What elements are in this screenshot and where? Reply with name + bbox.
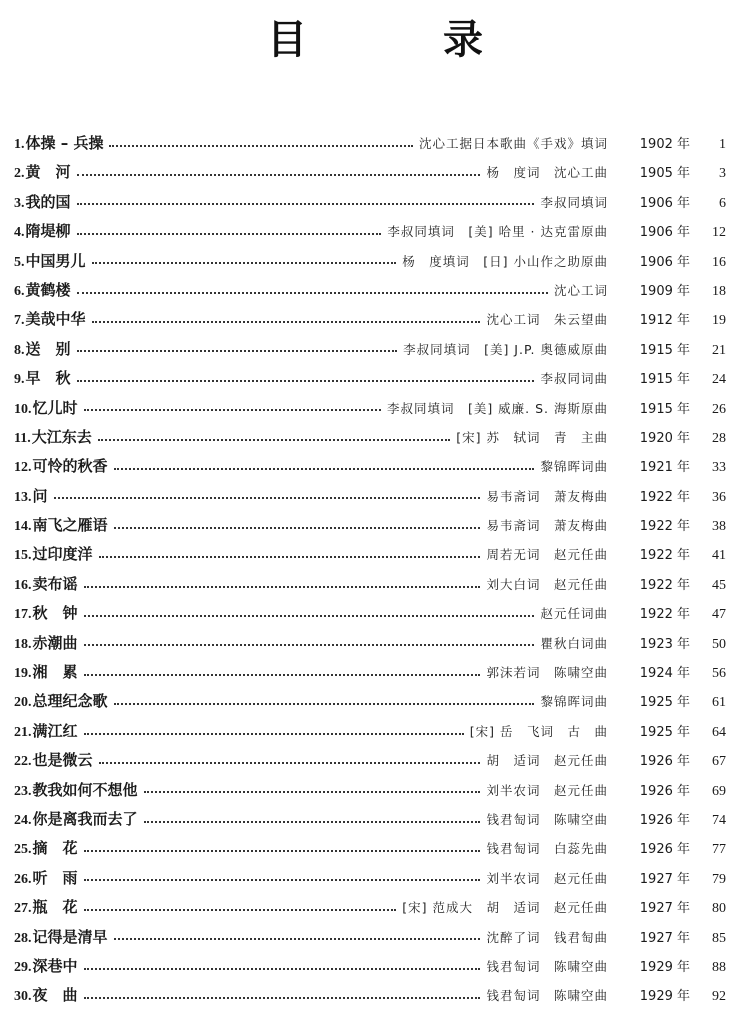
entry-title: 黄 河	[25, 163, 71, 182]
entry-credits: 杨 度词 沈心工曲	[486, 165, 608, 181]
leader-dots	[77, 350, 398, 352]
entry-year: 1922 年	[639, 519, 690, 535]
entry-page-number: 1	[719, 137, 726, 152]
toc-entry[interactable]	[14, 158, 726, 187]
leader-dots	[77, 380, 535, 382]
entry-page-number: 50	[712, 636, 726, 652]
entry-number: 16.	[14, 577, 32, 593]
entry-number: 6.	[14, 283, 25, 299]
toc-entry[interactable]	[14, 687, 726, 716]
toc-entry[interactable]	[14, 188, 726, 217]
entry-year: 1920 年	[639, 430, 690, 446]
leader-dots	[109, 145, 413, 147]
entry-year: 1922 年	[639, 489, 690, 505]
entry-page-number: 77	[712, 842, 726, 858]
leader-dots	[84, 968, 481, 970]
entry-year: 1926 年	[639, 754, 690, 770]
entry-title: 大江东去	[31, 427, 92, 446]
entry-page-number: 6	[719, 195, 726, 211]
entry-year: 1925 年	[639, 695, 690, 711]
toc-entry[interactable]	[14, 834, 726, 863]
entry-year: 1906 年	[639, 254, 690, 270]
entry-year: 1912 年	[639, 313, 690, 329]
toc-entry[interactable]	[14, 570, 726, 599]
entry-credits: 黎锦晖词曲	[540, 694, 608, 710]
toc-entry[interactable]	[14, 129, 726, 158]
entry-title: 早 秋	[25, 369, 71, 388]
entry-year: 1926 年	[639, 812, 690, 828]
entry-number: 27.	[14, 901, 32, 917]
toc-entry[interactable]	[14, 923, 726, 952]
entry-number: 5.	[14, 254, 25, 270]
leader-dots	[84, 997, 481, 999]
entry-credits: 易韦斋词 萧友梅曲	[486, 518, 608, 534]
entry-page-number: 3	[719, 166, 726, 182]
entry-year: 1902 年	[639, 137, 690, 152]
entry-year: 1906 年	[639, 225, 690, 241]
leader-dots	[92, 262, 397, 264]
entry-credits: 郭沫若词 陈啸空曲	[486, 665, 608, 681]
page-title: 目 录	[267, 17, 531, 63]
entry-page-number: 28	[712, 430, 726, 446]
leader-dots	[77, 203, 535, 205]
entry-year: 1926 年	[639, 842, 690, 858]
leader-dots	[114, 938, 481, 940]
entry-credits: 刘大白词 赵元任曲	[486, 576, 608, 592]
entry-number: 25.	[14, 842, 32, 858]
leader-dots	[84, 909, 397, 911]
entry-year: 1927 年	[639, 871, 690, 887]
entry-page-number: 12	[712, 225, 726, 241]
toc-entry[interactable]	[14, 981, 726, 1010]
entry-title: 问	[32, 486, 48, 505]
entry-page-number: 16	[712, 254, 726, 270]
entry-credits: 李叔同填词 [美] 哈里 · 达克雷原曲	[387, 224, 608, 240]
entry-number: 13.	[14, 489, 32, 505]
toc-entry[interactable]	[14, 864, 726, 893]
entry-credits: 周若无词 赵元任曲	[486, 547, 608, 563]
leader-dots	[84, 644, 535, 646]
entry-number: 14.	[14, 519, 32, 535]
entry-credits: [宋] 岳 飞词 古 曲	[469, 723, 608, 739]
toc-entry[interactable]	[14, 629, 726, 658]
toc-entry[interactable]	[14, 335, 726, 364]
entry-credits: 赵元任词曲	[540, 606, 608, 622]
entry-title: 美哉中华	[25, 310, 86, 329]
entry-title: 瓶 花	[32, 898, 78, 917]
entry-title: 秋 钟	[32, 604, 78, 623]
entry-year: 1929 年	[639, 989, 690, 1005]
entry-credits: 杨 度填词 [日] 小山作之助原曲	[402, 253, 608, 269]
leader-dots	[84, 586, 481, 588]
leader-dots	[77, 233, 382, 235]
entry-number: 12.	[14, 460, 32, 476]
entry-title: 深巷中	[32, 956, 78, 975]
entry-number: 17.	[14, 607, 32, 623]
entry-page-number: 38	[712, 519, 726, 535]
toc-entry[interactable]	[14, 364, 726, 393]
entry-page-number: 24	[712, 372, 726, 388]
entry-title: 摘 花	[32, 839, 78, 858]
entry-title: 满江红	[32, 721, 78, 740]
entry-title: 忆儿时	[32, 398, 78, 417]
entry-year: 1926 年	[639, 783, 690, 799]
entry-title: 教我如何不想他	[32, 780, 138, 799]
entry-title: 体操 – 兵操	[25, 134, 104, 152]
leader-dots	[84, 879, 481, 881]
entry-page-number: 67	[712, 754, 726, 770]
entry-credits: 李叔同填词	[540, 194, 608, 210]
entry-title: 赤潮曲	[32, 633, 78, 652]
entry-number: 18.	[14, 636, 32, 652]
entry-number: 19.	[14, 666, 32, 682]
entry-title: 可怜的秋香	[32, 457, 108, 476]
entry-year: 1915 年	[639, 401, 690, 417]
entry-page-number: 45	[712, 577, 726, 593]
entry-page-number: 36	[712, 489, 726, 505]
entry-credits: 易韦斋词 萧友梅曲	[486, 488, 608, 504]
entry-title: 送 别	[25, 339, 71, 358]
entry-year: 1915 年	[639, 372, 690, 388]
entry-page-number: 74	[712, 812, 726, 828]
toc-entry[interactable]	[14, 805, 726, 834]
entry-year: 1915 年	[639, 342, 690, 358]
entry-page-number: 79	[712, 871, 726, 887]
leader-dots	[84, 850, 481, 852]
leader-dots	[84, 733, 464, 735]
leader-dots	[114, 468, 535, 470]
entry-title: 我的国	[25, 192, 71, 211]
entry-credits: 刘半农词 赵元任曲	[486, 870, 608, 886]
entry-number: 28.	[14, 930, 32, 946]
entry-title: 记得是清早	[32, 927, 108, 946]
entry-page-number: 21	[712, 342, 726, 358]
entry-page-number: 88	[712, 959, 726, 975]
entry-number: 8.	[14, 342, 25, 358]
entry-year: 1905 年	[639, 166, 690, 182]
leader-dots	[114, 527, 481, 529]
entry-page-number: 18	[712, 283, 726, 299]
leader-dots	[84, 615, 535, 617]
entry-page-number: 61	[712, 695, 726, 711]
leader-dots	[99, 556, 481, 558]
entry-title: 黄鹤楼	[25, 280, 71, 299]
entry-title: 中国男儿	[25, 251, 86, 270]
entry-title: 总理纪念歌	[32, 692, 108, 711]
entry-number: 2.	[14, 166, 25, 182]
entry-number: 9.	[14, 372, 25, 388]
entry-credits: 瞿秋白词曲	[540, 635, 608, 651]
toc-entry[interactable]	[14, 658, 726, 687]
toc-entry[interactable]	[14, 511, 726, 540]
toc-entry[interactable]	[14, 599, 726, 628]
entry-credits: 李叔同词曲	[540, 371, 608, 387]
entry-year: 1922 年	[639, 607, 690, 623]
entry-page-number: 85	[712, 930, 726, 946]
leader-dots	[77, 174, 481, 176]
leader-dots	[99, 762, 481, 764]
toc-entry[interactable]	[14, 394, 726, 423]
entry-credits: [宋] 范成大 胡 适词 赵元任曲	[402, 900, 608, 916]
leader-dots	[98, 439, 451, 441]
entry-number: 21.	[14, 724, 32, 740]
entry-page-number: 56	[712, 666, 726, 682]
toc-entry[interactable]	[14, 305, 726, 334]
leader-dots	[144, 791, 481, 793]
leader-dots	[144, 821, 481, 823]
entry-title: 湘 累	[32, 663, 78, 682]
toc-entry[interactable]	[14, 746, 726, 775]
entry-year: 1927 年	[639, 901, 690, 917]
entry-credits: 沈心工词 朱云望曲	[486, 312, 608, 328]
toc-entry[interactable]	[14, 452, 726, 481]
entry-number: 11.	[14, 430, 31, 446]
entry-title: 夜 曲	[32, 986, 78, 1005]
entry-year: 1906 年	[639, 195, 690, 211]
entry-number: 4.	[14, 225, 25, 241]
toc-entry[interactable]	[14, 482, 726, 511]
toc-entry[interactable]	[14, 893, 726, 922]
entry-year: 1922 年	[639, 548, 690, 564]
toc-entry[interactable]	[14, 423, 726, 452]
entry-credits: 钱君匋词 陈啸空曲	[486, 811, 608, 827]
entry-title: 你是离我而去了	[32, 809, 138, 828]
entry-number: 24.	[14, 812, 32, 828]
entry-credits: 沈心工据日本歌曲《手戏》填词	[418, 136, 608, 151]
toc-entry[interactable]	[14, 952, 726, 981]
entry-page-number: 92	[712, 989, 726, 1005]
entry-page-number: 47	[712, 607, 726, 623]
entry-year: 1929 年	[639, 959, 690, 975]
toc-entry[interactable]	[14, 217, 726, 246]
entry-credits: 钱君匋词 白蕊先曲	[486, 841, 608, 857]
toc-entry[interactable]	[14, 776, 726, 805]
entry-credits: 钱君匋词 陈啸空曲	[486, 958, 608, 974]
entry-number: 26.	[14, 871, 32, 887]
leader-dots	[92, 321, 481, 323]
entry-credits: 黎锦晖词曲	[540, 459, 608, 475]
entry-credits: 李叔同填词 [美] J.P. 奥德威原曲	[403, 341, 608, 357]
entry-title: 听 雨	[32, 868, 78, 887]
entry-credits: 刘半农词 赵元任曲	[486, 782, 608, 798]
entry-year: 1909 年	[639, 283, 690, 299]
entry-number: 10.	[14, 401, 32, 417]
entry-page-number: 41	[712, 548, 726, 564]
entry-page-number: 64	[712, 724, 726, 740]
entry-title: 也是微云	[32, 751, 93, 770]
entry-number: 29.	[14, 959, 32, 975]
entry-year: 1923 年	[639, 636, 690, 652]
entry-title: 南飞之雁语	[32, 516, 108, 535]
toc-entry[interactable]	[14, 540, 726, 569]
entry-year: 1921 年	[639, 460, 690, 476]
entry-year: 1922 年	[639, 577, 690, 593]
table-of-contents	[14, 129, 726, 1011]
entry-number: 1.	[14, 137, 25, 152]
entry-page-number: 33	[712, 460, 726, 476]
entry-title: 隋堤柳	[25, 222, 71, 241]
leader-dots	[54, 497, 481, 499]
entry-page-number: 69	[712, 783, 726, 799]
entry-title: 卖布谣	[32, 574, 78, 593]
entry-number: 7.	[14, 313, 25, 329]
entry-year: 1924 年	[639, 666, 690, 682]
entry-credits: 沈心工词	[553, 282, 608, 298]
leader-dots	[114, 703, 535, 705]
entry-page-number: 80	[712, 901, 726, 917]
entry-page-number: 19	[712, 313, 726, 329]
entry-page-number: 26	[712, 401, 726, 417]
entry-credits: 钱君匋词 陈啸空曲	[486, 988, 608, 1004]
entry-number: 15.	[14, 548, 32, 564]
entry-number: 22.	[14, 754, 32, 770]
entry-credits: [宋] 苏 轼词 青 主曲	[456, 429, 608, 445]
entry-number: 30.	[14, 989, 32, 1005]
toc-entry[interactable]	[14, 717, 726, 746]
entry-year: 1925 年	[639, 724, 690, 740]
leader-dots	[84, 409, 381, 411]
entry-title: 过印度洋	[32, 545, 93, 564]
leader-dots	[77, 292, 548, 294]
toc-entry[interactable]	[14, 276, 726, 305]
toc-entry[interactable]	[14, 247, 726, 276]
entry-number: 20.	[14, 695, 32, 711]
entry-credits: 胡 适词 赵元任曲	[486, 753, 608, 769]
leader-dots	[84, 674, 481, 676]
entry-number: 23.	[14, 783, 32, 799]
entry-year: 1927 年	[639, 930, 690, 946]
entry-number: 3.	[14, 195, 25, 211]
entry-credits: 沈醉了词 钱君匋曲	[486, 929, 608, 945]
entry-credits: 李叔同填词 [美] 威廉. S. 海斯原曲	[386, 400, 608, 416]
